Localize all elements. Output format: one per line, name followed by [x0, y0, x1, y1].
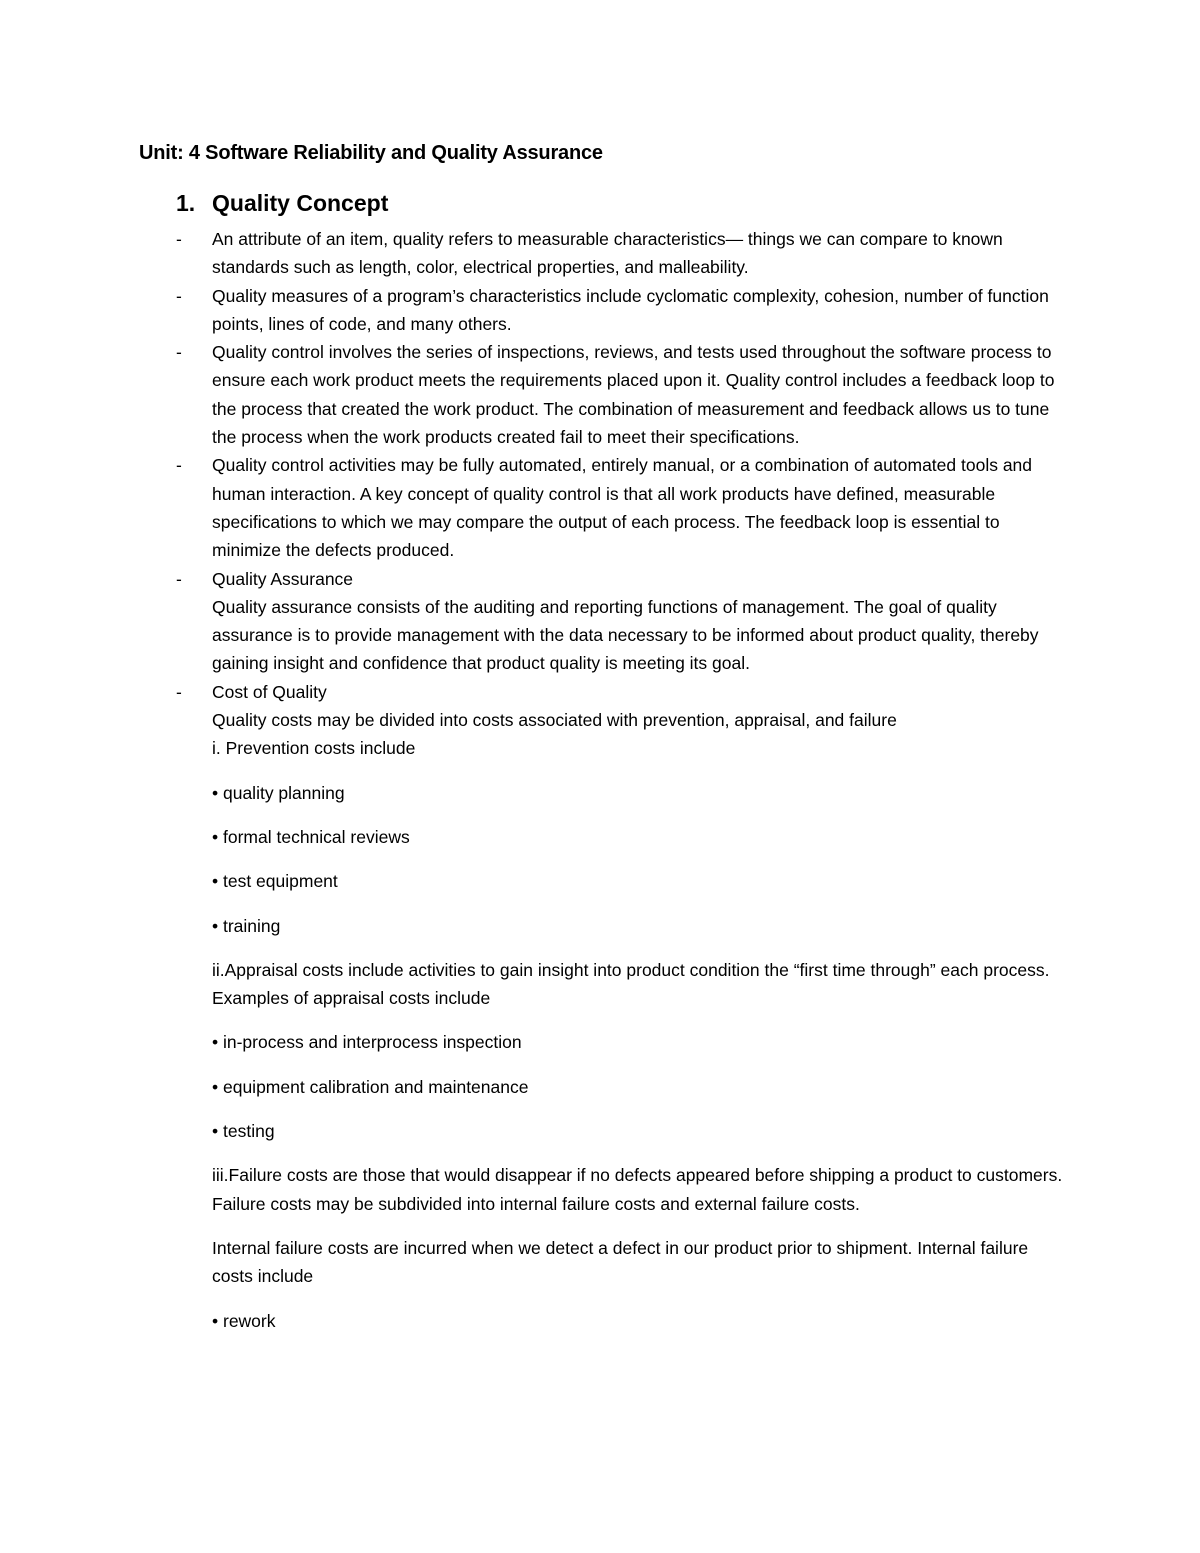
appraisal-item: • equipment calibration and maintenance — [212, 1076, 529, 1097]
internal-failure-item: • rework — [212, 1310, 276, 1331]
prevention-item: • test equipment — [212, 871, 338, 892]
bullet-text: Quality control activities may be fully automated, entirely manual, or a combination of automated tools and human interaction. A key concept of quality control is that all work products have defined, measurable specifications to which we may compare the output of each process. The feedback loop is essential to minimize the defects produced. — [212, 455, 1033, 561]
appraisal-intro: ii.Appraisal costs include activities to gain insight into product condition the “first time through” each process. Examples of appraisal costs include — [212, 959, 1050, 1009]
dash-marker: - — [176, 342, 182, 363]
quality-assurance-heading: Quality Assurance — [212, 568, 354, 589]
appraisal-item: • in-process and interprocess inspection — [212, 1032, 522, 1053]
prevention-item: • formal technical reviews — [212, 826, 410, 847]
list-item-cost-of-quality — [176, 678, 1072, 1335]
section-content — [176, 225, 1072, 1335]
section-title: Quality Concept — [212, 190, 389, 216]
appraisal-item: • testing — [212, 1121, 275, 1142]
list-item — [176, 225, 1072, 282]
unit-title: Unit: 4 Software Reliability and Quality Assurance — [139, 142, 603, 164]
prevention-item: • quality planning — [212, 782, 345, 803]
cost-of-quality-heading: Cost of Quality — [212, 681, 327, 702]
bullet-text: Quality measures of a program’s characteristics include cyclomatic complexity, cohesion, number of function points, lines of code, and many others. — [212, 285, 1049, 334]
list-item — [176, 282, 1072, 339]
list-item-quality-assurance — [176, 565, 1072, 678]
section-number: 1. — [176, 190, 196, 216]
dash-marker: - — [176, 568, 182, 589]
quality-assurance-text: Quality assurance consists of the auditing and reporting functions of management. The goal of quality assurance is to provide management with the data necessary to be informed about product quality, thereby gaining insight and confidence that product quality is meeting its goal. — [212, 596, 1039, 674]
dash-marker: - — [176, 285, 182, 306]
bullet-text: An attribute of an item, quality refers to measurable characteristics— things we can compare to known standards such as length, color, electrical properties, and malleability. — [212, 229, 1003, 278]
dash-marker: - — [176, 229, 182, 249]
bullet-text: Quality control involves the series of inspections, reviews, and tests used throughout the software process to ensure each work product meets the requirements placed upon it. Quality control includes a feedback loop to the process that created the work product. The combination of measurement and feedback allows us to tune the process when the work products created fail to meet their specifications. — [212, 342, 1055, 448]
prevention-item: • training — [212, 915, 281, 936]
list-item — [176, 338, 1072, 451]
section-heading — [176, 190, 388, 217]
cost-of-quality-intro: Quality costs may be divided into costs associated with prevention, appraisal, and failure — [212, 710, 897, 731]
failure-intro: iii.Failure costs are those that would disappear if no defects appeared before shipping a product to customers. Failure costs may be subdivided into internal failure costs and external failure costs. — [212, 1165, 1063, 1214]
dash-marker: - — [176, 455, 182, 476]
dash-marker: - — [176, 681, 182, 702]
list-item — [176, 451, 1072, 564]
internal-failure-intro: Internal failure costs are incurred when we detect a defect in our product prior to shipment. Internal failure costs include — [212, 1237, 1029, 1287]
prevention-intro: i. Prevention costs include — [212, 738, 416, 759]
